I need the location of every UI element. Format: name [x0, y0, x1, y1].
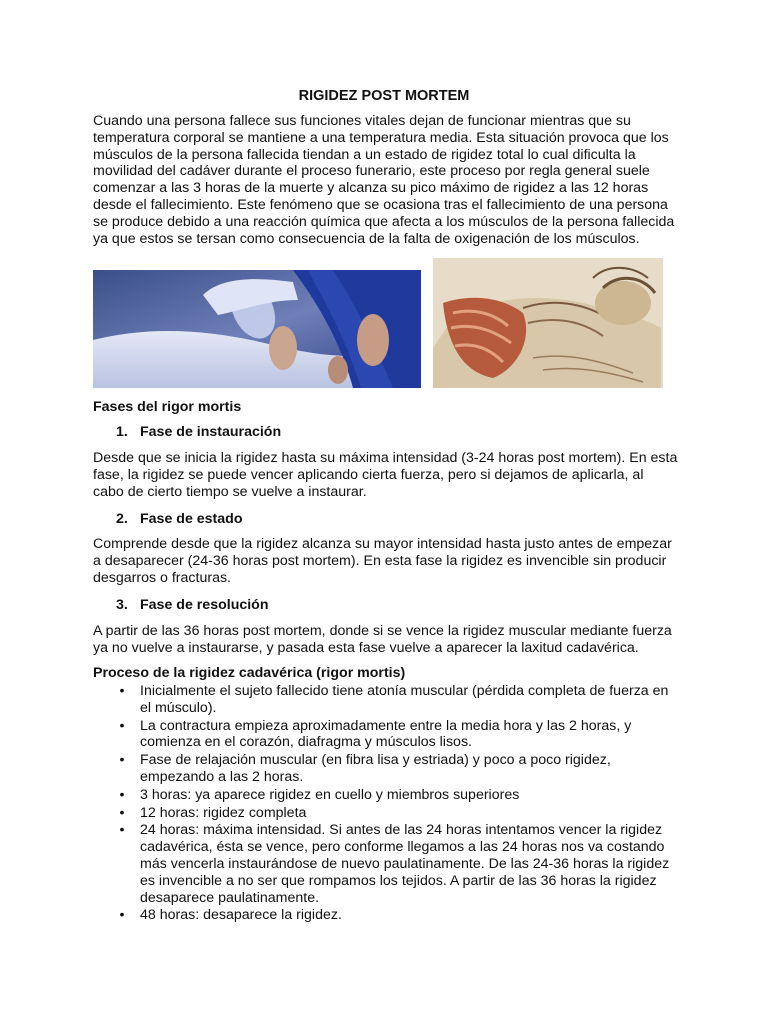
bullet-icon: •: [119, 752, 125, 769]
list-item: [93, 787, 678, 804]
phase-1-description: Desde que se inicia la rigidez hasta su máxima intensidad (3-24 horas post mortem). En esta fase, la rigidez se puede vencer aplicando cierta fuerza, pero si dejamos de aplicarla, al cabo de cierto tiempo se vuelve a instaurar.: [93, 450, 678, 500]
phase-2-description: Comprende desde que la rigidez alcanza su mayor intensidad hasta justo antes de empezar a desaparecer (24-36 horas post mortem). En esta fase la rigidez es invencible sin producir desgarros o fracturas.: [93, 536, 672, 586]
bullet-icon: •: [119, 907, 125, 924]
list-item-text: Inicialmente el sujeto fallecido tiene atonía muscular (pérdida completa de fuerza en el músculo).: [140, 683, 669, 716]
morgue-photo: [93, 270, 421, 388]
phase-1-heading: [116, 424, 281, 441]
document-title: RIGIDEZ POST MORTEM: [298, 88, 470, 104]
list-item-text: 48 horas: desaparece la rigidez.: [140, 907, 342, 924]
list-item-text: Fase de relajación muscular (en fibra lisa y estriada) y poco a poco rigidez, empezando a las 2 horas.: [140, 752, 611, 785]
bullet-icon: •: [119, 804, 125, 821]
list-item: [93, 822, 678, 906]
anatomical-illustration: [433, 258, 663, 388]
list-item-text: 3 horas: ya aparece rigidez en cuello y miembros superiores: [140, 786, 520, 803]
list-item-text: 12 horas: rigidez completa: [140, 804, 307, 821]
list-item: [93, 752, 678, 786]
phase-2-title: Fase de estado: [140, 511, 243, 527]
bullet-icon: •: [119, 717, 125, 734]
bullet-icon: •: [119, 786, 125, 803]
phase-3-description: A partir de las 36 horas post mortem, donde si se vence la rigidez muscular mediante fuerza ya no vuelve a instaurarse, y pasada esta fase vuelve a aparecer la laxitud cadavérica.: [93, 623, 672, 656]
list-item: [93, 805, 678, 822]
phase-3-title: Fase de resolución: [140, 597, 269, 613]
bullet-icon: •: [119, 683, 125, 699]
phase-1-number: 1.: [116, 424, 128, 440]
intro-paragraph: Cuando una persona fallece sus funciones vitales dejan de funcionar mientras que su temperatura corporal se mantiene a una temperatura media. Esta situación provoca que los músculos de la persona fallecida tiendan a un estado de rigidez total lo cual dificulta la movilidad del cadáver durante el proceso funerario, este proceso por regla general suele comenzar a las 3 horas de la muerte y alcanza su pico máximo de rigidez a las 12 horas desde el fallecimiento. Este fenómeno que se ocasiona tras el fallecimiento de una persona se produce debido a una reacción química que afecta a los músculos de la persona fallecida ya que estos se tersan como consecuencia de la falta de oxigenación de los músculos.: [93, 113, 675, 247]
phase-2-heading: [116, 511, 243, 528]
list-item-text: 24 horas: máxima intensidad. Si antes de las 24 horas intentamos vencer la rigidez cadavérica, ésta se vence, pero conforme llegamos a las 24 horas nos va costando más vencerla instaurándose de nuevo paulatinamente. De las 24-36 horas la rigidez es invencible a no ser que rompamos los tejidos. A partir de las 36 horas la rigidez desaparece paulatinamente.: [140, 822, 670, 906]
list-item-text: La contractura empieza aproximadamente entre la media hora y las 2 horas, y comienza en el corazón, diafragma y músculos lisos.: [140, 717, 632, 751]
list-item: [93, 718, 678, 752]
bullet-icon: •: [119, 822, 125, 839]
list-item: [93, 683, 678, 717]
phase-3-number: 3.: [116, 597, 128, 613]
process-heading: Proceso de la rigidez cadavérica (rigor mortis): [93, 665, 406, 681]
phase-2-number: 2.: [116, 511, 128, 527]
list-item: [93, 907, 678, 924]
phase-3-heading: [116, 597, 269, 614]
process-bullet-list: [93, 683, 678, 925]
phases-heading: Fases del rigor mortis: [93, 399, 242, 415]
phase-1-title: Fase de instauración: [140, 424, 282, 440]
